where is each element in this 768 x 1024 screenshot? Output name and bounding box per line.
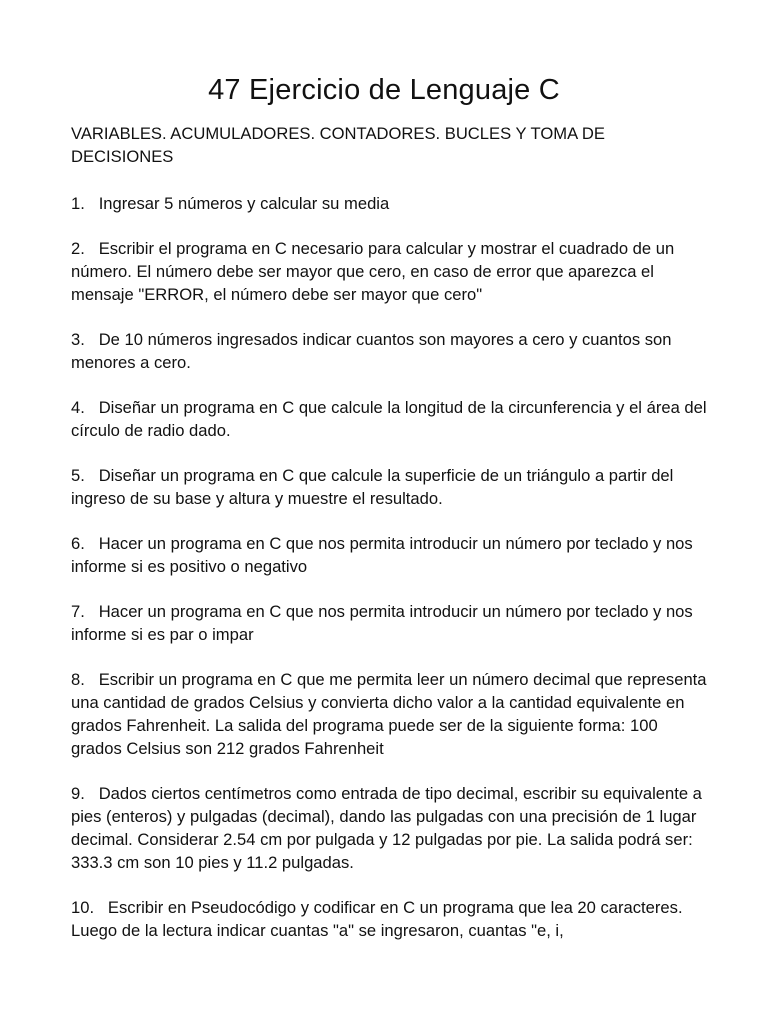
document-title: 47 Ejercicio de Lenguaje C — [208, 74, 560, 106]
exercise-text: Escribir en Pseudocódigo y codificar en C un programa que lea 20 caracteres. Luego de la lectura indicar cuantas "a" se ingresaron, cuantas "e, i, — [71, 898, 683, 940]
document-body — [71, 122, 711, 964]
exercise-number: 3. — [71, 330, 85, 349]
exercise-text: Hacer un programa en C que nos permita introducir un número por teclado y nos informe si es positivo o negativo — [71, 534, 693, 576]
exercise-text: De 10 números ingresados indicar cuantos son mayores a cero y cuantos son menores a cero. — [71, 330, 672, 372]
exercise-item — [71, 782, 711, 874]
exercise-number: 10. — [71, 898, 95, 917]
exercise-item — [71, 396, 711, 442]
exercise-item — [71, 464, 711, 510]
exercise-item — [71, 237, 711, 306]
exercise-number: 6. — [71, 534, 85, 553]
exercise-number: 8. — [71, 670, 85, 689]
exercise-text: Diseñar un programa en C que calcule la superficie de un triángulo a partir del ingreso de su base y altura y muestre el resultado. — [71, 466, 674, 508]
exercise-item — [71, 328, 711, 374]
exercise-number: 5. — [71, 466, 85, 485]
exercise-number: 1. — [71, 194, 85, 213]
exercise-item — [71, 192, 711, 215]
exercise-text: Diseñar un programa en C que calcule la longitud de la circunferencia y el área del círculo de radio dado. — [71, 398, 707, 440]
exercise-item — [71, 532, 711, 578]
exercise-text: Escribir un programa en C que me permita leer un número decimal que representa una cantidad de grados Celsius y convierta dicho valor a la cantidad equivalente en grados Fahrenheit. La salida del programa puede ser de la siguiente forma: 100 grados Celsius son 212 grados Fahrenheit — [71, 670, 707, 758]
exercise-item — [71, 896, 711, 942]
exercise-text: Escribir el programa en C necesario para calcular y mostrar el cuadrado de un número. El número debe ser mayor que cero, en caso de error que aparezca el mensaje "ERROR, el número debe ser mayor que cero" — [71, 239, 675, 304]
exercise-text: Ingresar 5 números y calcular su media — [98, 194, 390, 213]
exercise-number: 9. — [71, 784, 85, 803]
exercise-item — [71, 600, 711, 646]
exercise-text: Dados ciertos centímetros como entrada de tipo decimal, escribir su equivalente a pies (enteros) y pulgadas (decimal), dando las pulgadas con una precisión de 1 lugar decimal. Considerar 2.54 cm por pulgada y 12 pulgadas por pie. La salida podrá ser: 333.3 cm son 10 pies y 11.2 pulgadas. — [71, 784, 702, 872]
exercise-text: Hacer un programa en C que nos permita introducir un número por teclado y nos informe si es par o impar — [71, 602, 693, 644]
exercise-number: 4. — [71, 398, 85, 417]
exercise-number: 2. — [71, 239, 85, 258]
section-subtitle: VARIABLES. ACUMULADORES. CONTADORES. BUCLES Y TOMA DE DECISIONES — [71, 124, 605, 166]
exercise-number: 7. — [71, 602, 85, 621]
exercise-item — [71, 668, 711, 760]
